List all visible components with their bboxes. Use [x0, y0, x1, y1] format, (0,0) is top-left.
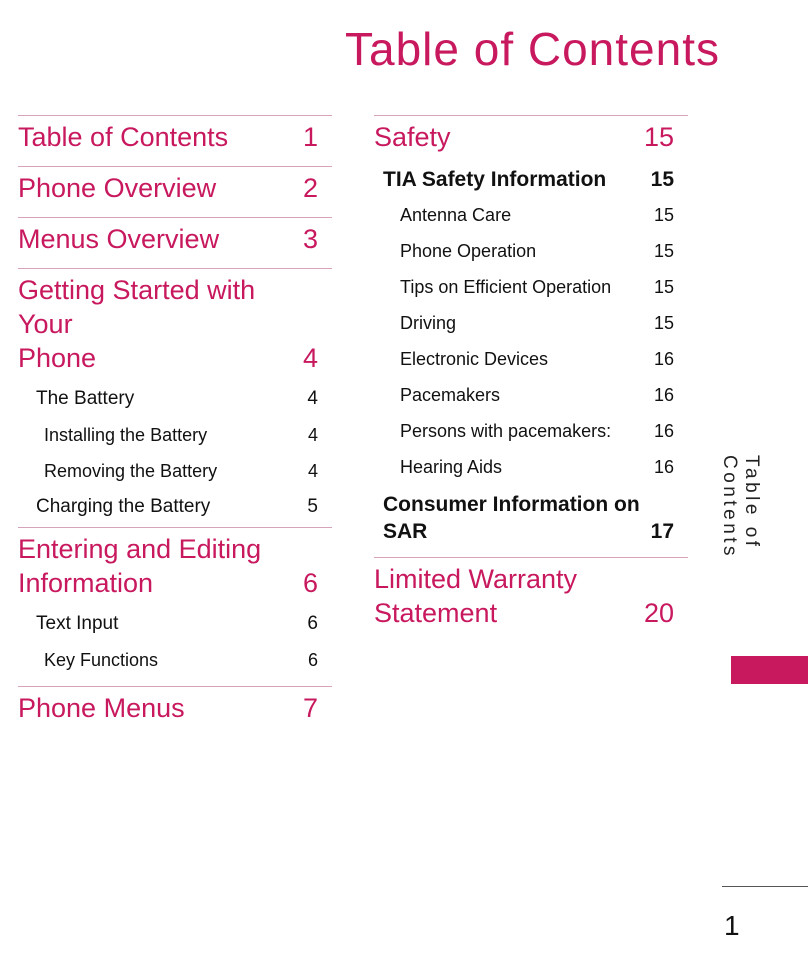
toc-subentry-consumer-sar[interactable]: [374, 485, 688, 557]
toc-entry-page: 2: [302, 173, 318, 203]
toc-right-column: [374, 115, 688, 642]
toc-subentry-page: 5: [307, 496, 318, 517]
toc-subentry-page: 4: [307, 388, 318, 409]
toc-entry-page: 6: [302, 568, 318, 598]
toc-entry-label-line: Statement: [374, 598, 498, 628]
toc-entry-label: [18, 273, 303, 375]
toc-subentry-pacemakers[interactable]: [374, 377, 688, 413]
toc-subentry-efficient-operation[interactable]: [374, 269, 688, 305]
toc-entry-limited-warranty[interactable]: [374, 557, 688, 642]
toc-subentry-page: 15: [650, 168, 674, 191]
toc-entry-label-line: Phone: [18, 343, 97, 373]
toc-subentry-page: 16: [653, 457, 674, 477]
toc-entry-label-line: Information: [18, 568, 154, 598]
toc-entry-label-line: Entering and Editing: [18, 534, 262, 564]
tia-subentry-list: [374, 197, 688, 485]
toc-subentry-label: Phone Operation: [400, 241, 537, 261]
toc-subentry-page: 16: [653, 385, 674, 405]
toc-subentry-label: Electronic Devices: [400, 349, 549, 369]
side-tab-marker: [731, 656, 808, 684]
toc-left-column: [18, 115, 332, 737]
toc-subentry-antenna-care[interactable]: [374, 197, 688, 233]
toc-entry-page: 1: [302, 122, 318, 152]
toc-subentry-page: 4: [307, 461, 318, 481]
toc-subentry-label: Tips on Efficient Operation: [400, 277, 612, 297]
toc-subentry-page: 6: [307, 650, 318, 670]
toc-entry-safety[interactable]: [374, 115, 688, 160]
toc-entry-table-of-contents[interactable]: [18, 115, 332, 166]
toc-subentry-label-line: SAR: [383, 520, 428, 543]
toc-subentry-the-battery[interactable]: [18, 381, 332, 417]
toc-subentry-label: Hearing Aids: [400, 457, 503, 477]
toc-subentry-hearing-aids[interactable]: [374, 449, 688, 485]
toc-subentry-label: Key Functions: [44, 650, 159, 670]
toc-entry-menus-overview[interactable]: [18, 217, 332, 268]
toc-subentry-label: Removing the Battery: [44, 461, 218, 481]
toc-entry-label: Safety: [374, 122, 451, 152]
toc-subentry-charging-battery[interactable]: [18, 489, 332, 525]
toc-entry-label-line: Limited Warranty: [374, 564, 578, 594]
toc-subentry-label: Pacemakers: [400, 385, 501, 405]
toc-entry-page: 3: [302, 224, 318, 254]
toc-entry-page: 7: [302, 693, 318, 723]
toc-subentry-page: 16: [653, 349, 674, 369]
toc-entry-label: Table of Contents: [18, 122, 229, 152]
toc-entry-phone-overview[interactable]: [18, 166, 332, 217]
toc-entry-label: Phone Overview: [18, 173, 217, 203]
toc-subentry-page: 17: [650, 520, 674, 543]
toc-entry-page: 15: [643, 122, 674, 152]
toc-subentry-removing-battery[interactable]: [18, 453, 332, 489]
toc-subentry-label-line: Consumer Information on: [383, 493, 640, 516]
toc-entry-page: 20: [643, 598, 674, 628]
toc-subentry-label: Installing the Battery: [44, 425, 208, 445]
toc-subentry-key-functions[interactable]: [18, 642, 332, 678]
toc-subentry-page: 6: [307, 613, 318, 634]
toc-subentry-driving[interactable]: [374, 305, 688, 341]
side-tab-label: Table of Contents: [719, 455, 762, 560]
toc-subentry-page: 4: [307, 425, 318, 445]
toc-subentry-page: 15: [653, 277, 674, 297]
toc-subentry-label: [383, 491, 651, 545]
page-number: 1: [724, 910, 740, 941]
toc-entry-getting-started[interactable]: [18, 268, 332, 381]
toc-subentry-page: 15: [653, 313, 674, 333]
toc-entry-label-line: Getting Started with Your: [18, 275, 256, 339]
toc-subentry-installing-battery[interactable]: [18, 417, 332, 453]
toc-entry-label: [374, 562, 644, 630]
toc-subentry-persons-pacemakers[interactable]: [374, 413, 688, 449]
toc-subentry-label: Persons with pacemakers:: [400, 421, 612, 441]
toc-entry-label: Phone Menus: [18, 693, 185, 723]
toc-subentry-page: 15: [653, 205, 674, 225]
toc-subentry-page: 15: [653, 241, 674, 261]
toc-entry-label: [18, 532, 303, 600]
toc-subentry-tia-safety[interactable]: [374, 160, 688, 197]
toc-subentry-label: TIA Safety Information: [383, 168, 607, 191]
toc-subentry-label: Antenna Care: [400, 205, 512, 225]
toc-entry-label: Menus Overview: [18, 224, 220, 254]
footer-divider: [722, 886, 808, 887]
toc-entry-page: 4: [302, 343, 318, 373]
toc-subentry-label: The Battery: [36, 388, 135, 409]
toc-entry-entering-editing[interactable]: [18, 527, 332, 606]
toc-subentry-electronic-devices[interactable]: [374, 341, 688, 377]
toc-entry-phone-menus[interactable]: [18, 686, 332, 737]
toc-subentry-phone-operation[interactable]: [374, 233, 688, 269]
toc-subentry-page: 16: [653, 421, 674, 441]
page-title: Table of Contents: [344, 23, 720, 75]
toc-subentry-label: Text Input: [36, 613, 119, 634]
toc-subentry-label: Charging the Battery: [36, 496, 211, 517]
toc-subentry-label: Driving: [400, 313, 457, 333]
toc-subentry-text-input[interactable]: [18, 606, 332, 642]
